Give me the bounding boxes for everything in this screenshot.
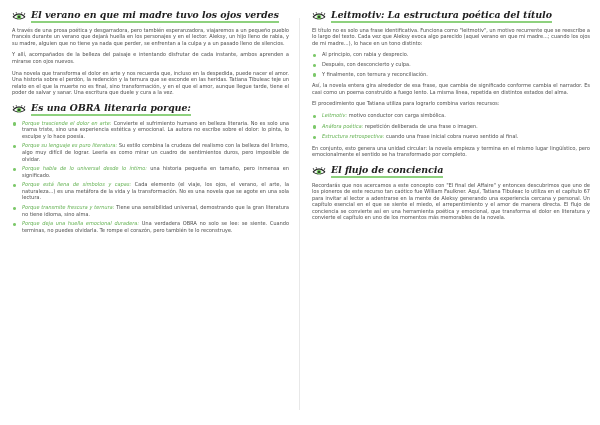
section-title: Leitmotiv: La estructura poética del título bbox=[331, 10, 552, 21]
section-title: El verano en que mi madre tuvo los ojos verdes bbox=[31, 10, 279, 21]
list-term: Leitmotiv: bbox=[322, 112, 348, 119]
paragraph: El título no es solo una frase identificativa. Funciona como "leitmotiv", un motivo recurrente que se reescribe a lo largo del texto. Cada vez que Aleksy evoca algo parecido (aquel verano en que mi madre...; cuando los ojos de mi madre...), lo hace en un tono distinto: bbox=[312, 27, 590, 47]
list-text: Convierte el sufrimiento humano en belleza literaria. No es solo una trama triste, sino una experiencia estética y emocional. La autora no escribe sobre el dolor: lo pinta, lo esculpe y lo hace poesía. bbox=[22, 120, 289, 140]
title-underline bbox=[31, 114, 191, 116]
eye-icon bbox=[312, 12, 326, 21]
list-text: Cada elemento (el viaje, los ojos, el verano, el arte, la naturaleza...) es una metáfora de la vida y la transformación. No es una novela que se agote en una sola lectura. bbox=[22, 182, 290, 202]
list-item bbox=[12, 166, 289, 179]
section-heading bbox=[12, 10, 289, 23]
list-text: repetición deliberada de una frase o imagen. bbox=[363, 123, 478, 130]
section-title: Es una OBRA literaria porque: bbox=[31, 102, 191, 114]
list-term: Porque trasciende el dolor en arte: bbox=[22, 120, 112, 127]
paragraph: A través de una prosa poética y desgarradora, pero también esperanzadora, viajaremos a un pequeño pueblo francés durante un verano que dejará huella en los personajes y en el lector. Aleksy, un hijo lleno de rabia, y su madre, alguien que no tiene ya nada que perder, se enfrentan a la culpa y a un pasado lleno de silencios. bbox=[12, 27, 289, 47]
list-term: Porque transmite frescura y ternura: bbox=[22, 205, 115, 212]
title-underline bbox=[331, 176, 443, 178]
eye-icon bbox=[312, 167, 326, 176]
paragraph: Así, la novela entera gira alrededor de esa frase, que cambia de significado conforme cambia el narrador. Es casi como un poema construido a fuego lento. La misma línea, repetida en distintos estados del alma. bbox=[312, 83, 590, 96]
eye-icon bbox=[12, 12, 26, 21]
list-item: Después, con desconcierto y culpa. bbox=[312, 62, 590, 69]
column-divider bbox=[299, 18, 300, 410]
list-item bbox=[12, 221, 289, 234]
list-item bbox=[12, 143, 289, 163]
paragraph: Y allí, acompañados de la belleza del paisaje e intentando disfrutar de cada instante, ambos aprenden a mirarse con ojos nuevos. bbox=[12, 52, 289, 65]
tone-list bbox=[312, 52, 590, 78]
paragraph: Recordarás que nos acercamos a este concepto con "El final del Affaire" y entonces descubrimos que uno de los pioneros de este recurso tan caótico fue William Faulkner. Aquí, Tatiana Tibuleac lo utiliza en el capítulo 67 para invitar al lector a adentrarse en la mente de Aleksy generando una experiencia cercana y personal. Un capítulo esencial en el que se siente el miedo, el arrepentimiento y el amor de manera directa. El flujo de conciencia se convierte así en una herramienta poética y emocional, que transforma el dolor en literatura y convierte el capítulo en uno de los momentos más memorables de la novela. bbox=[312, 182, 590, 222]
section-title: El flujo de conciencia bbox=[331, 164, 444, 176]
section-heading bbox=[312, 165, 590, 178]
list-item bbox=[12, 182, 289, 202]
paragraph: El procedimiento que Tatiana utiliza para lograrlo combina varios recursos: bbox=[312, 101, 500, 108]
list-term: Porque está llena de símbolos y capas: bbox=[22, 182, 132, 189]
right-column bbox=[312, 10, 590, 227]
list-item bbox=[312, 134, 590, 141]
list-item: Al principio, con rabia y desprecio. bbox=[312, 52, 590, 59]
list-item: Y finalmente, con ternura y reconciliación. bbox=[312, 72, 590, 79]
list-term: Porque su lenguaje es puro literatura: bbox=[22, 143, 118, 150]
list-item bbox=[312, 113, 590, 120]
resources-list bbox=[312, 113, 590, 141]
list-item bbox=[312, 124, 590, 131]
list-text: Su estilo combina la crudeza del realismo con la belleza del lirismo, algo muy difícil de lograr. Leerla es como mirar un cuadro de sentimientos duros, pero imposible de olvidar. bbox=[22, 143, 289, 163]
list-text: motivo conductor con carga simbólica. bbox=[347, 112, 446, 119]
eye-icon bbox=[12, 105, 26, 114]
title-underline bbox=[331, 21, 552, 23]
section-heading bbox=[312, 10, 590, 23]
reasons-list bbox=[12, 121, 289, 235]
list-item bbox=[12, 205, 289, 218]
left-column bbox=[12, 10, 289, 239]
paragraph: En conjunto, esto genera una unidad circular: la novela empieza y termina en el mismo lugar lingüístico, pero emocionalmente el sentido se ha transformado por completo. bbox=[312, 145, 590, 159]
list-term: Anáfora poética: bbox=[322, 123, 364, 130]
list-text: Una verdadera OBRA no solo se lee: se siente. Cuando terminas, no puedes olvidarla. Te rompe el corazón, pero también te lo reconstruye. bbox=[22, 221, 290, 234]
list-text: cuando una frase inicial cobra nuevo sentido al final. bbox=[384, 134, 519, 141]
list-text: una historia pequeña en tamaño, pero inmensa en significado. bbox=[22, 166, 290, 179]
list-term: Porque deja una huella emocional duradera: bbox=[22, 221, 140, 228]
list-item bbox=[12, 121, 289, 141]
title-underline bbox=[31, 21, 279, 23]
section-heading bbox=[12, 103, 289, 116]
list-text: Tiene una sensibilidad universal, demostrando que la gran literatura no tiene idioma, sino alma. bbox=[22, 205, 289, 218]
paragraph: Una novela que transforma el dolor en arte y nos recuerda que, incluso en la despedida, puede nacer el amor. Una historia sobre el perdón, la redención y la ternura que se esconde en las heridas. Tatiana Tibuleac teje un relato en el que la muerte no es final, sino transformación, y en el que el amor, aunque llegue tarde, tiene el poder de salvar y sanar. Una escritura que duele y cura a la vez. bbox=[12, 70, 289, 97]
list-term: Porque habla de lo universal desde lo íntimo: bbox=[22, 166, 147, 173]
list-term: Estructura retrospectiva: bbox=[322, 134, 385, 141]
